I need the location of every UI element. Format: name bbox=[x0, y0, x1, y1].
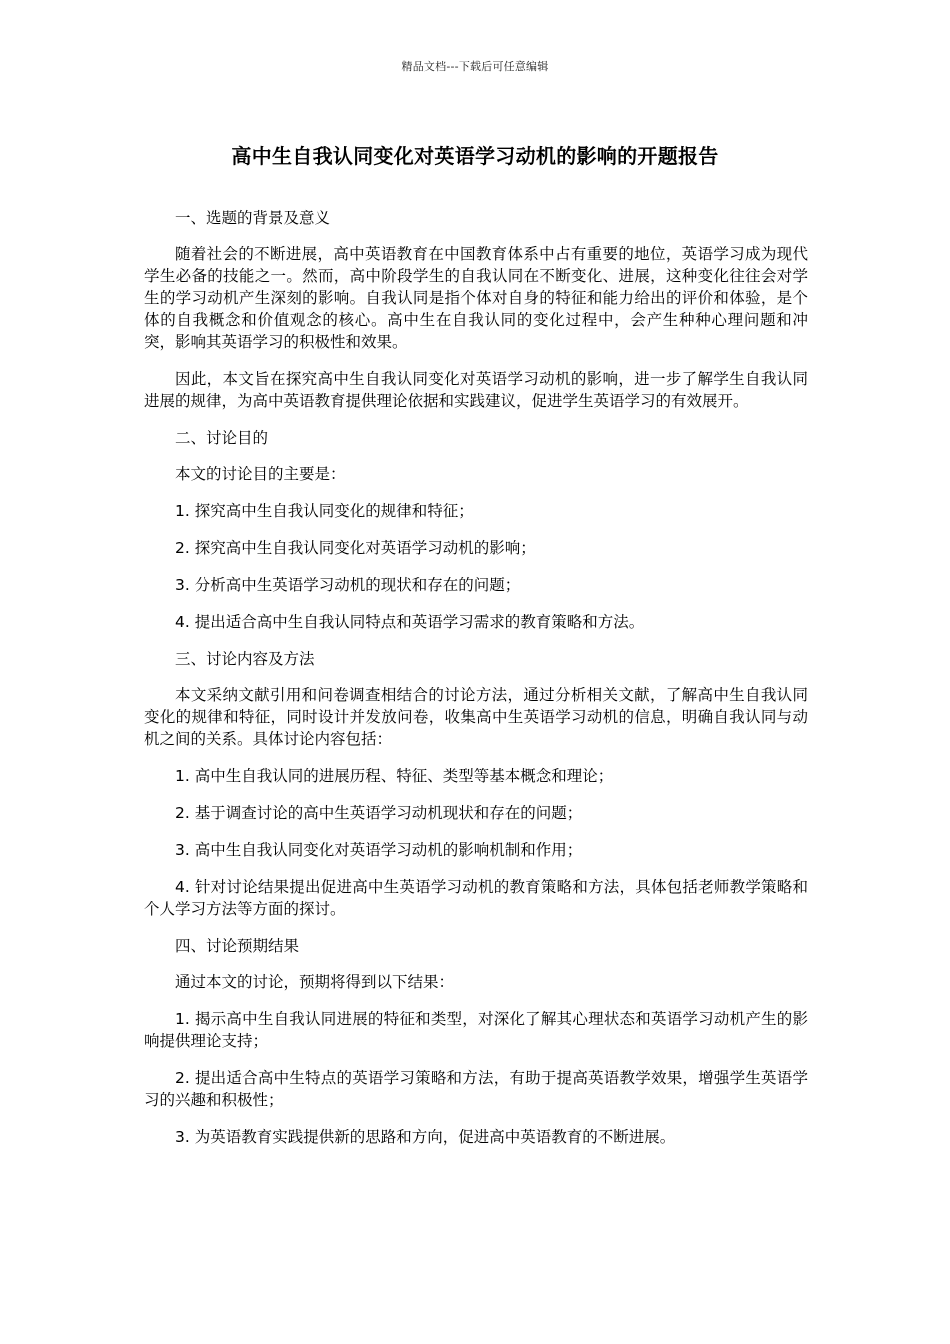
header-note: 精品文档---下载后可任意编辑 bbox=[401, 60, 549, 73]
list-item-purpose-1: 1. 探究高中生自我认同变化的规律和特征； bbox=[175, 502, 474, 520]
list-item-purpose-4: 4. 提出适合高中生自我认同特点和英语学习需求的教育策略和方法。 bbox=[175, 613, 645, 631]
list-item-results-1: 1. 揭示高中生自我认同进展的特征和类型，对深化了解其心理状态和英语学习动机产生的影响提供理论支持； bbox=[144, 1010, 808, 1050]
section-heading-background: 一、选题的背景及意义 bbox=[175, 209, 331, 227]
paragraph-results-intro: 通过本文的讨论，预期将得到以下结果： bbox=[175, 973, 455, 991]
paragraph-background-1: 随着社会的不断进展，高中英语教育在中国教育体系中占有重要的地位，英语学习成为现代学生必备的技能之一。然而，高中阶段学生的自我认同在不断变化、进展，这种变化往往会对学生的学习动机产生深刻的影响。自我认同是指个体对自身的特征和能力给出的评价和体验，是个体的自我概念和价值观念的核心。高中生在自我认同的变化过程中，会产生种种心理问题和冲突，影响其英语学习的积极性和效果。 bbox=[144, 245, 808, 351]
list-item-results-3: 3. 为英语教育实践提供新的思路和方向，促进高中英语教育的不断进展。 bbox=[175, 1128, 676, 1146]
section-heading-method: 三、讨论内容及方法 bbox=[175, 650, 315, 668]
list-item-purpose-2: 2. 探究高中生自我认同变化对英语学习动机的影响； bbox=[175, 539, 536, 557]
paragraph-background-2: 因此，本文旨在探究高中生自我认同变化对英语学习动机的影响，进一步了解学生自我认同进展的规律，为高中英语教育提供理论依据和实践建议，促进学生英语学习的有效展开。 bbox=[144, 370, 808, 410]
list-item-results-2: 2. 提出适合高中生特点的英语学习策略和方法，有助于提高英语教学效果，增强学生英语学习的兴趣和积极性； bbox=[144, 1069, 808, 1109]
list-item-purpose-3: 3. 分析高中生英语学习动机的现状和存在的问题； bbox=[175, 576, 521, 594]
list-item-method-4: 4. 针对讨论结果提出促进高中生英语学习动机的教育策略和方法，具体包括老师教学策略和个人学习方法等方面的探讨。 bbox=[144, 878, 808, 918]
document-body bbox=[144, 207, 808, 1163]
paragraph-purpose-intro: 本文的讨论目的主要是： bbox=[175, 465, 346, 483]
list-item-method-2: 2. 基于调查讨论的高中生英语学习动机现状和存在的问题； bbox=[175, 804, 583, 822]
list-item-method-1: 1. 高中生自我认同的进展历程、特征、类型等基本概念和理论； bbox=[175, 767, 614, 785]
paragraph-method: 本文采纳文献引用和问卷调查相结合的讨论方法，通过分析相关文献，了解高中生自我认同变化的规律和特征，同时设计并发放问卷，收集高中生英语学习动机的信息，明确自我认同与动机之间的关系。具体讨论内容包括： bbox=[144, 686, 808, 748]
list-item-method-3: 3. 高中生自我认同变化对英语学习动机的影响机制和作用； bbox=[175, 841, 583, 859]
section-heading-purpose: 二、讨论目的 bbox=[175, 429, 269, 447]
document-title: 高中生自我认同变化对英语学习动机的影响的开题报告 bbox=[231, 144, 719, 168]
section-heading-results: 四、讨论预期结果 bbox=[175, 937, 300, 955]
